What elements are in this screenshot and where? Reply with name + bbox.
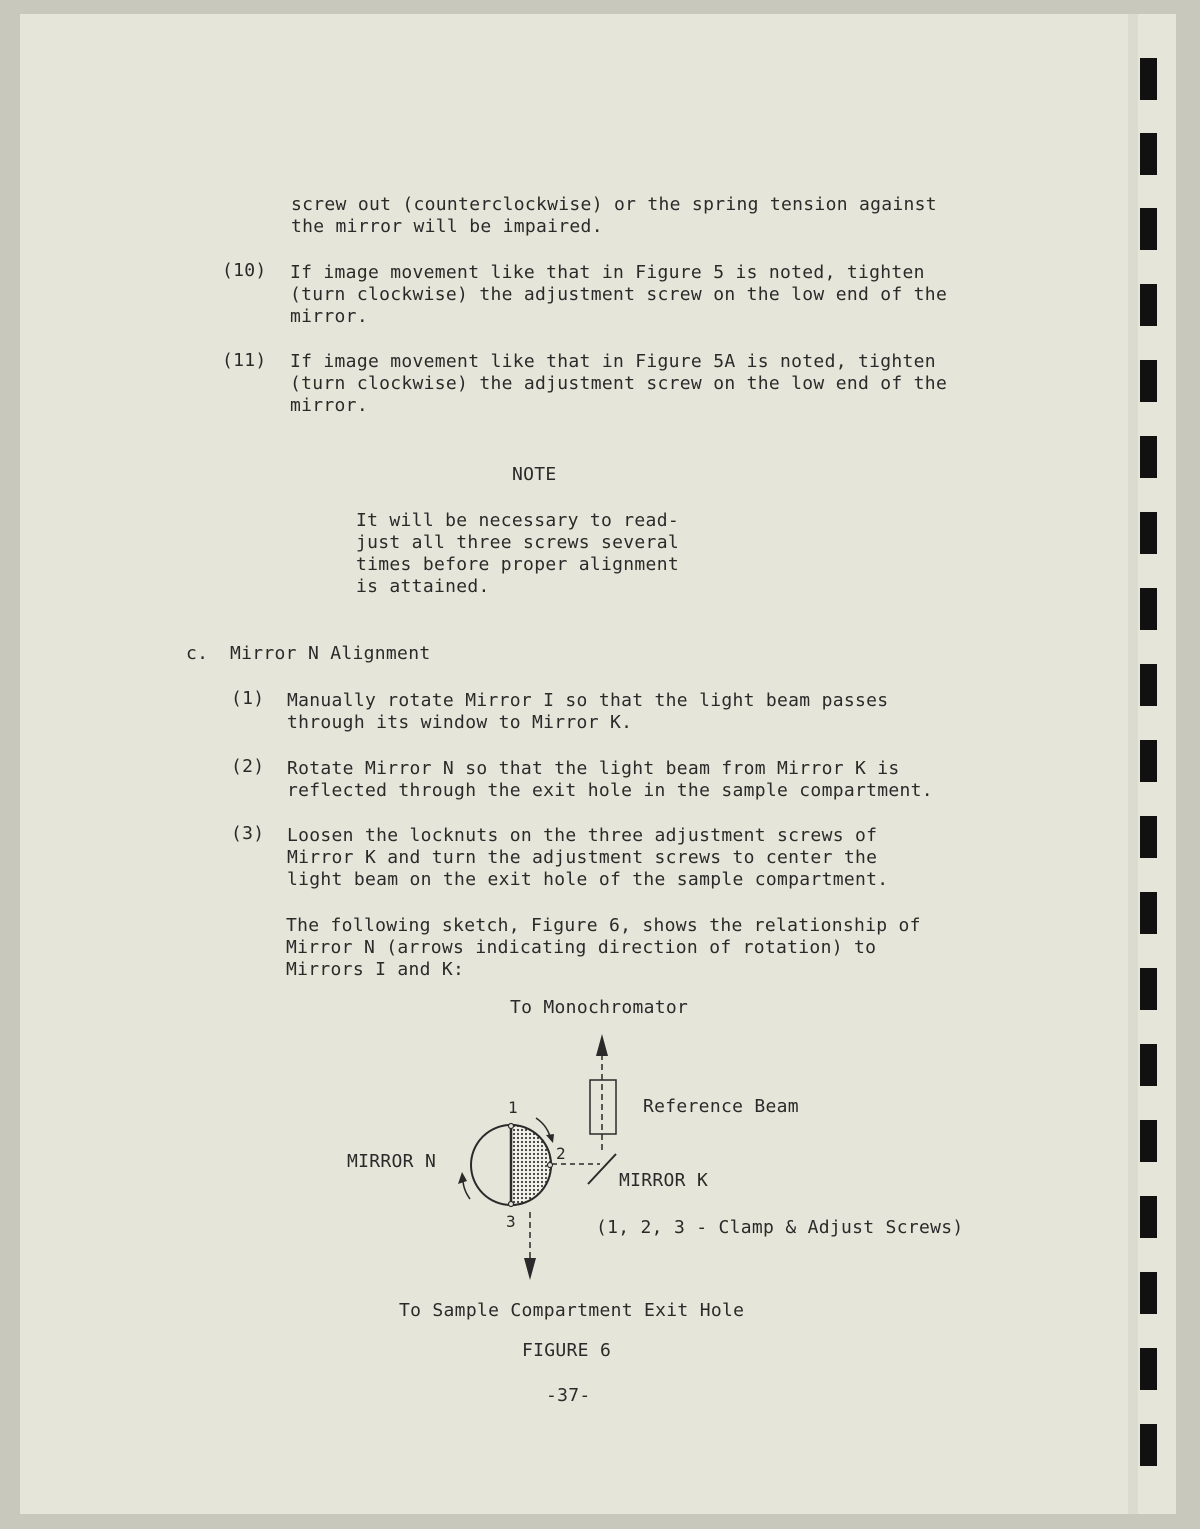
intro-line: Mirrors I and K:	[286, 959, 465, 980]
note-line: just all three screws several	[356, 532, 679, 553]
figure-mirror-k-label: MIRROR K	[619, 1170, 709, 1191]
step-11-line: If image movement like that in Figure 5A is noted, tighten	[290, 351, 936, 372]
screw-2-point	[548, 1163, 553, 1168]
step-3-line: light beam on the exit hole of the sample compartment.	[287, 869, 889, 890]
step-2-number: (2)	[231, 756, 265, 777]
continuation-line: the mirror will be impaired.	[291, 216, 603, 237]
step-1-number: (1)	[231, 688, 265, 709]
step-1-line: through its window to Mirror K.	[287, 712, 633, 733]
figure-screws-legend: (1, 2, 3 - Clamp & Adjust Screws)	[596, 1217, 964, 1238]
mirror-k	[588, 1154, 616, 1184]
step-10-line: mirror.	[290, 306, 368, 327]
figure-mirror-n-label: MIRROR N	[347, 1151, 437, 1172]
section-c-title: Mirror N Alignment	[230, 643, 431, 664]
step-11-line: mirror.	[290, 395, 368, 416]
note-line: is attained.	[356, 576, 490, 597]
reference-beam-box	[590, 1080, 616, 1134]
step-2-line: Rotate Mirror N so that the light beam from Mirror K is	[287, 758, 900, 779]
screw-1-point	[509, 1124, 514, 1129]
figure-to-monochromator: To Monochromator	[510, 997, 689, 1018]
step-3-line: Loosen the locknuts on the three adjustment screws of	[287, 825, 878, 846]
step-11-number: (11)	[222, 350, 267, 371]
up-arrow-icon	[596, 1034, 608, 1056]
figure-reference-beam: Reference Beam	[643, 1096, 799, 1117]
page-number: -37-	[546, 1385, 591, 1406]
note-heading: NOTE	[512, 464, 557, 485]
step-10-number: (10)	[222, 260, 267, 281]
step-10-line: If image movement like that in Figure 5 is noted, tighten	[290, 262, 925, 283]
intro-line: Mirror N (arrows indicating direction of rotation) to	[286, 937, 877, 958]
step-10-line: (turn clockwise) the adjustment screw on the low end of the	[290, 284, 948, 305]
figure-to-sample: To Sample Compartment Exit Hole	[399, 1300, 745, 1321]
screw-3-point	[509, 1202, 514, 1207]
note-line: It will be necessary to read-	[356, 510, 679, 531]
figure-screw-2: 2	[556, 1144, 566, 1163]
section-c-letter: c.	[186, 643, 209, 664]
figure-screw-1: 1	[508, 1098, 518, 1117]
step-1-line: Manually rotate Mirror I so that the light beam passes	[287, 690, 889, 711]
step-2-line: reflected through the exit hole in the sample compartment.	[287, 780, 933, 801]
note-line: times before proper alignment	[356, 554, 679, 575]
figure-caption: FIGURE 6	[522, 1340, 612, 1361]
figure-screw-3: 3	[506, 1212, 516, 1231]
continuation-line: screw out (counterclockwise) or the spring tension against	[291, 194, 937, 215]
intro-line: The following sketch, Figure 6, shows the relationship of	[286, 915, 921, 936]
down-arrow-icon	[524, 1258, 536, 1280]
mirror-n-face	[511, 1125, 551, 1205]
step-11-line: (turn clockwise) the adjustment screw on the low end of the	[290, 373, 948, 394]
step-3-line: Mirror K and turn the adjustment screws to center the	[287, 847, 878, 868]
step-3-number: (3)	[231, 823, 265, 844]
